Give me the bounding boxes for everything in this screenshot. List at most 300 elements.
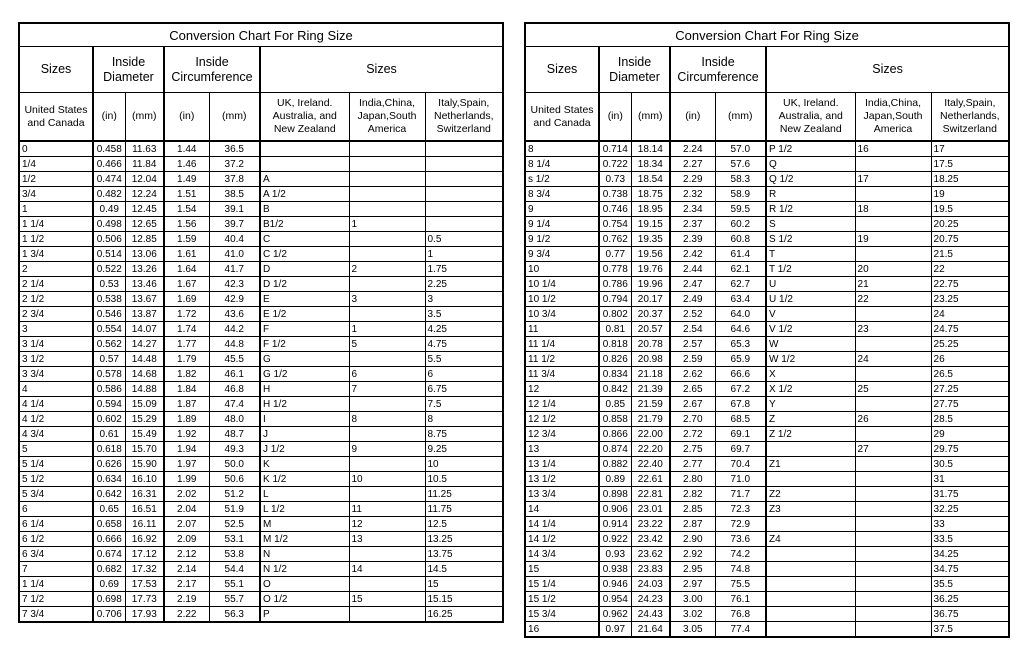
cell-italy-spain-neth-swiss: 22 xyxy=(931,262,1009,277)
cell-circumference-in: 1.67 xyxy=(164,277,209,292)
cell-diameter-mm: 17.32 xyxy=(125,562,164,577)
cell-circumference-mm: 64.6 xyxy=(715,322,766,337)
cell-uk-ireland-aus-nz: O 1/2 xyxy=(260,592,349,607)
cell-italy-spain-neth-swiss: 23.25 xyxy=(931,292,1009,307)
cell-india-china-japan-sa xyxy=(349,487,425,502)
cell-uk-ireland-aus-nz: Y xyxy=(766,397,855,412)
cell-diameter-mm: 16.10 xyxy=(125,472,164,487)
cell-italy-spain-neth-swiss: 3 xyxy=(425,292,503,307)
cell-us-canada: 14 1/2 xyxy=(525,532,599,547)
cell-diameter-mm: 15.29 xyxy=(125,412,164,427)
cell-italy-spain-neth-swiss: 22.75 xyxy=(931,277,1009,292)
cell-us-canada: 5 1/2 xyxy=(19,472,93,487)
header-group-inside-circumference: Inside Circumference xyxy=(670,47,766,93)
cell-italy-spain-neth-swiss: 36.25 xyxy=(931,592,1009,607)
cell-diameter-in: 0.802 xyxy=(599,307,631,322)
cell-diameter-in: 0.81 xyxy=(599,322,631,337)
table-row xyxy=(19,187,503,202)
cell-india-china-japan-sa: 17 xyxy=(855,172,931,187)
cell-india-china-japan-sa: 5 xyxy=(349,337,425,352)
cell-diameter-in: 0.722 xyxy=(599,157,631,172)
cell-circumference-in: 1.82 xyxy=(164,367,209,382)
cell-uk-ireland-aus-nz: E xyxy=(260,292,349,307)
cell-us-canada: 8 1/4 xyxy=(525,157,599,172)
cell-diameter-mm: 17.93 xyxy=(125,607,164,623)
cell-circumference-mm: 54.4 xyxy=(209,562,260,577)
cell-uk-ireland-aus-nz: R xyxy=(766,187,855,202)
cell-india-china-japan-sa: 2 xyxy=(349,262,425,277)
cell-circumference-in: 2.24 xyxy=(670,141,715,157)
table-row xyxy=(19,562,503,577)
cell-us-canada: 11 3/4 xyxy=(525,367,599,382)
cell-circumference-in: 2.49 xyxy=(670,292,715,307)
cell-italy-spain-neth-swiss: 1.75 xyxy=(425,262,503,277)
table-row xyxy=(525,141,1009,157)
cell-diameter-mm: 17.73 xyxy=(125,592,164,607)
cell-diameter-mm: 17.53 xyxy=(125,577,164,592)
cell-diameter-in: 0.786 xyxy=(599,277,631,292)
cell-us-canada: 6 1/2 xyxy=(19,532,93,547)
cell-italy-spain-neth-swiss: 7.5 xyxy=(425,397,503,412)
cell-diameter-in: 0.578 xyxy=(93,367,125,382)
cell-india-china-japan-sa xyxy=(349,427,425,442)
table-row xyxy=(525,307,1009,322)
header-columns-row xyxy=(525,93,1009,142)
cell-circumference-in: 1.87 xyxy=(164,397,209,412)
cell-circumference-mm: 73.6 xyxy=(715,532,766,547)
cell-italy-spain-neth-swiss: 10 xyxy=(425,457,503,472)
cell-us-canada: 13 1/4 xyxy=(525,457,599,472)
cell-italy-spain-neth-swiss: 10.5 xyxy=(425,472,503,487)
cell-italy-spain-neth-swiss: 31 xyxy=(931,472,1009,487)
cell-india-china-japan-sa xyxy=(855,487,931,502)
cell-diameter-mm: 14.88 xyxy=(125,382,164,397)
cell-diameter-in: 0.714 xyxy=(599,141,631,157)
cell-uk-ireland-aus-nz: L 1/2 xyxy=(260,502,349,517)
table-row xyxy=(525,352,1009,367)
cell-uk-ireland-aus-nz xyxy=(766,562,855,577)
cell-circumference-mm: 75.5 xyxy=(715,577,766,592)
cell-diameter-mm: 19.35 xyxy=(631,232,670,247)
cell-diameter-in: 0.946 xyxy=(599,577,631,592)
page-sheet xyxy=(18,22,1010,638)
cell-uk-ireland-aus-nz: Z xyxy=(766,412,855,427)
cell-italy-spain-neth-swiss: 0.5 xyxy=(425,232,503,247)
cell-uk-ireland-aus-nz xyxy=(260,141,349,157)
cell-italy-spain-neth-swiss: 21.5 xyxy=(931,247,1009,262)
cell-india-china-japan-sa xyxy=(855,307,931,322)
cell-uk-ireland-aus-nz: V xyxy=(766,307,855,322)
cell-circumference-in: 2.90 xyxy=(670,532,715,547)
cell-diameter-in: 0.482 xyxy=(93,187,125,202)
cell-italy-spain-neth-swiss xyxy=(425,202,503,217)
cell-uk-ireland-aus-nz xyxy=(766,622,855,638)
cell-circumference-in: 2.44 xyxy=(670,262,715,277)
cell-diameter-mm: 12.65 xyxy=(125,217,164,232)
cell-italy-spain-neth-swiss: 27.25 xyxy=(931,382,1009,397)
cell-circumference-mm: 55.1 xyxy=(209,577,260,592)
cell-uk-ireland-aus-nz: T xyxy=(766,247,855,262)
cell-india-china-japan-sa xyxy=(349,157,425,172)
cell-india-china-japan-sa xyxy=(349,141,425,157)
cell-india-china-japan-sa: 26 xyxy=(855,412,931,427)
cell-circumference-mm: 51.2 xyxy=(209,487,260,502)
cell-diameter-mm: 12.45 xyxy=(125,202,164,217)
table-row xyxy=(19,427,503,442)
cell-circumference-mm: 67.2 xyxy=(715,382,766,397)
cell-italy-spain-neth-swiss: 3.5 xyxy=(425,307,503,322)
cell-uk-ireland-aus-nz: J 1/2 xyxy=(260,442,349,457)
cell-diameter-mm: 20.98 xyxy=(631,352,670,367)
cell-circumference-mm: 77.4 xyxy=(715,622,766,638)
cell-diameter-in: 0.674 xyxy=(93,547,125,562)
table-row xyxy=(19,352,503,367)
cell-circumference-in: 2.12 xyxy=(164,547,209,562)
cell-india-china-japan-sa: 19 xyxy=(855,232,931,247)
cell-diameter-mm: 22.20 xyxy=(631,442,670,457)
cell-circumference-in: 2.72 xyxy=(670,427,715,442)
cell-uk-ireland-aus-nz xyxy=(766,592,855,607)
column-header-us-canada: United States and Canada xyxy=(19,93,93,142)
column-header-circumference-mm: (mm) xyxy=(715,93,766,142)
cell-diameter-mm: 12.04 xyxy=(125,172,164,187)
cell-diameter-mm: 14.68 xyxy=(125,367,164,382)
cell-diameter-mm: 19.56 xyxy=(631,247,670,262)
cell-italy-spain-neth-swiss: 31.75 xyxy=(931,487,1009,502)
cell-india-china-japan-sa xyxy=(349,352,425,367)
table-row xyxy=(19,472,503,487)
cell-circumference-mm: 55.7 xyxy=(209,592,260,607)
cell-circumference-in: 1.79 xyxy=(164,352,209,367)
cell-italy-spain-neth-swiss: 4.25 xyxy=(425,322,503,337)
cell-india-china-japan-sa xyxy=(855,472,931,487)
cell-circumference-mm: 39.7 xyxy=(209,217,260,232)
ring-size-conversion-table-left xyxy=(18,22,504,623)
cell-circumference-in: 1.46 xyxy=(164,157,209,172)
cell-us-canada: 12 1/4 xyxy=(525,397,599,412)
cell-circumference-mm: 70.4 xyxy=(715,457,766,472)
cell-italy-spain-neth-swiss: 15.15 xyxy=(425,592,503,607)
cell-diameter-in: 0.466 xyxy=(93,157,125,172)
cell-diameter-in: 0.706 xyxy=(93,607,125,623)
cell-circumference-in: 1.49 xyxy=(164,172,209,187)
cell-italy-spain-neth-swiss: 4.75 xyxy=(425,337,503,352)
table-row xyxy=(19,337,503,352)
cell-diameter-mm: 21.59 xyxy=(631,397,670,412)
cell-circumference-mm: 52.5 xyxy=(209,517,260,532)
cell-circumference-mm: 71.0 xyxy=(715,472,766,487)
cell-diameter-in: 0.506 xyxy=(93,232,125,247)
cell-circumference-mm: 59.5 xyxy=(715,202,766,217)
cell-diameter-mm: 13.46 xyxy=(125,277,164,292)
table-row xyxy=(19,412,503,427)
cell-diameter-in: 0.818 xyxy=(599,337,631,352)
table-row xyxy=(525,607,1009,622)
cell-diameter-in: 0.898 xyxy=(599,487,631,502)
cell-us-canada: 6 3/4 xyxy=(19,547,93,562)
cell-diameter-mm: 22.61 xyxy=(631,472,670,487)
cell-india-china-japan-sa: 27 xyxy=(855,442,931,457)
table-row xyxy=(525,202,1009,217)
cell-uk-ireland-aus-nz: E 1/2 xyxy=(260,307,349,322)
cell-india-china-japan-sa xyxy=(349,457,425,472)
cell-diameter-mm: 11.84 xyxy=(125,157,164,172)
cell-us-canada: 13 xyxy=(525,442,599,457)
cell-circumference-in: 1.54 xyxy=(164,202,209,217)
table-row xyxy=(525,187,1009,202)
cell-us-canada: 4 1/2 xyxy=(19,412,93,427)
cell-india-china-japan-sa xyxy=(349,277,425,292)
cell-diameter-in: 0.93 xyxy=(599,547,631,562)
cell-circumference-in: 2.27 xyxy=(670,157,715,172)
cell-uk-ireland-aus-nz: N 1/2 xyxy=(260,562,349,577)
header-group-sizes-intl: Sizes xyxy=(260,47,503,93)
cell-italy-spain-neth-swiss: 24.75 xyxy=(931,322,1009,337)
cell-us-canada: 14 3/4 xyxy=(525,547,599,562)
column-header-circumference-in: (in) xyxy=(164,93,209,142)
cell-uk-ireland-aus-nz: X xyxy=(766,367,855,382)
cell-italy-spain-neth-swiss: 2.25 xyxy=(425,277,503,292)
table-title: Conversion Chart For Ring Size xyxy=(525,23,1009,47)
cell-circumference-in: 1.69 xyxy=(164,292,209,307)
cell-circumference-mm: 36.5 xyxy=(209,141,260,157)
cell-circumference-in: 1.72 xyxy=(164,307,209,322)
cell-india-china-japan-sa xyxy=(855,607,931,622)
cell-circumference-in: 1.59 xyxy=(164,232,209,247)
table-row xyxy=(19,442,503,457)
cell-us-canada: 15 3/4 xyxy=(525,607,599,622)
cell-india-china-japan-sa xyxy=(349,397,425,412)
cell-circumference-in: 2.29 xyxy=(670,172,715,187)
cell-circumference-in: 2.32 xyxy=(670,187,715,202)
column-header-diameter-mm: (mm) xyxy=(125,93,164,142)
cell-uk-ireland-aus-nz: A 1/2 xyxy=(260,187,349,202)
table-row xyxy=(525,337,1009,352)
cell-uk-ireland-aus-nz: J xyxy=(260,427,349,442)
cell-diameter-in: 0.77 xyxy=(599,247,631,262)
cell-diameter-mm: 18.75 xyxy=(631,187,670,202)
table-row xyxy=(19,607,503,623)
cell-uk-ireland-aus-nz: Z4 xyxy=(766,532,855,547)
cell-italy-spain-neth-swiss: 6.75 xyxy=(425,382,503,397)
cell-us-canada: 1 xyxy=(19,202,93,217)
cell-circumference-in: 3.02 xyxy=(670,607,715,622)
cell-uk-ireland-aus-nz: Z2 xyxy=(766,487,855,502)
cell-circumference-in: 1.74 xyxy=(164,322,209,337)
cell-diameter-in: 0.778 xyxy=(599,262,631,277)
cell-us-canada: 0 xyxy=(19,141,93,157)
cell-uk-ireland-aus-nz: R 1/2 xyxy=(766,202,855,217)
cell-circumference-mm: 45.5 xyxy=(209,352,260,367)
cell-india-china-japan-sa xyxy=(855,562,931,577)
table-row xyxy=(525,322,1009,337)
cell-india-china-japan-sa xyxy=(349,577,425,592)
cell-italy-spain-neth-swiss: 11.75 xyxy=(425,502,503,517)
cell-uk-ireland-aus-nz: K xyxy=(260,457,349,472)
cell-uk-ireland-aus-nz: P xyxy=(260,607,349,623)
cell-india-china-japan-sa xyxy=(855,577,931,592)
cell-india-china-japan-sa xyxy=(855,187,931,202)
cell-us-canada: 8 3/4 xyxy=(525,187,599,202)
cell-uk-ireland-aus-nz: Q xyxy=(766,157,855,172)
cell-diameter-mm: 21.79 xyxy=(631,412,670,427)
cell-diameter-mm: 17.12 xyxy=(125,547,164,562)
cell-us-canada: 2 xyxy=(19,262,93,277)
cell-diameter-in: 0.53 xyxy=(93,277,125,292)
table-row xyxy=(525,217,1009,232)
cell-uk-ireland-aus-nz: G xyxy=(260,352,349,367)
cell-circumference-mm: 65.9 xyxy=(715,352,766,367)
cell-uk-ireland-aus-nz: D 1/2 xyxy=(260,277,349,292)
cell-india-china-japan-sa xyxy=(349,202,425,217)
cell-diameter-in: 0.914 xyxy=(599,517,631,532)
cell-circumference-mm: 51.9 xyxy=(209,502,260,517)
cell-uk-ireland-aus-nz: K 1/2 xyxy=(260,472,349,487)
cell-india-china-japan-sa: 22 xyxy=(855,292,931,307)
cell-diameter-in: 0.794 xyxy=(599,292,631,307)
cell-diameter-in: 0.938 xyxy=(599,562,631,577)
cell-italy-spain-neth-swiss: 29.75 xyxy=(931,442,1009,457)
cell-diameter-mm: 18.14 xyxy=(631,141,670,157)
cell-circumference-in: 2.92 xyxy=(670,547,715,562)
cell-us-canada: 5 xyxy=(19,442,93,457)
cell-circumference-in: 2.37 xyxy=(670,217,715,232)
cell-italy-spain-neth-swiss: 13.25 xyxy=(425,532,503,547)
cell-italy-spain-neth-swiss: 6 xyxy=(425,367,503,382)
cell-diameter-in: 0.738 xyxy=(599,187,631,202)
cell-india-china-japan-sa: 13 xyxy=(349,532,425,547)
cell-italy-spain-neth-swiss: 33 xyxy=(931,517,1009,532)
table-title-row xyxy=(525,23,1009,47)
table-row xyxy=(525,517,1009,532)
table-row xyxy=(19,232,503,247)
cell-diameter-mm: 24.43 xyxy=(631,607,670,622)
cell-diameter-mm: 16.11 xyxy=(125,517,164,532)
ring-size-conversion-table-right xyxy=(524,22,1010,638)
cell-circumference-in: 2.09 xyxy=(164,532,209,547)
table-row xyxy=(525,457,1009,472)
cell-circumference-mm: 50.6 xyxy=(209,472,260,487)
cell-circumference-in: 2.65 xyxy=(670,382,715,397)
cell-india-china-japan-sa: 12 xyxy=(349,517,425,532)
cell-diameter-in: 0.97 xyxy=(599,622,631,638)
cell-italy-spain-neth-swiss: 34.25 xyxy=(931,547,1009,562)
column-header-diameter-in: (in) xyxy=(93,93,125,142)
table-body xyxy=(525,141,1009,637)
cell-diameter-mm: 11.63 xyxy=(125,141,164,157)
cell-circumference-mm: 56.3 xyxy=(209,607,260,623)
cell-diameter-mm: 20.37 xyxy=(631,307,670,322)
table-row xyxy=(19,322,503,337)
cell-india-china-japan-sa: 24 xyxy=(855,352,931,367)
cell-diameter-mm: 15.70 xyxy=(125,442,164,457)
cell-diameter-in: 0.634 xyxy=(93,472,125,487)
cell-india-china-japan-sa: 1 xyxy=(349,217,425,232)
column-header-diameter-in: (in) xyxy=(599,93,631,142)
cell-circumference-mm: 41.0 xyxy=(209,247,260,262)
cell-circumference-in: 2.02 xyxy=(164,487,209,502)
cell-us-canada: 1 3/4 xyxy=(19,247,93,262)
cell-italy-spain-neth-swiss: 11.25 xyxy=(425,487,503,502)
cell-us-canada: 14 xyxy=(525,502,599,517)
cell-circumference-in: 2.07 xyxy=(164,517,209,532)
cell-us-canada: 7 3/4 xyxy=(19,607,93,623)
cell-circumference-in: 2.14 xyxy=(164,562,209,577)
cell-circumference-mm: 58.9 xyxy=(715,187,766,202)
cell-diameter-mm: 15.49 xyxy=(125,427,164,442)
column-header-india-china-japan-sa: India,China, Japan,South America xyxy=(349,93,425,142)
table-row xyxy=(19,262,503,277)
cell-diameter-in: 0.514 xyxy=(93,247,125,262)
cell-diameter-mm: 15.09 xyxy=(125,397,164,412)
table-row xyxy=(19,247,503,262)
cell-us-canada: 11 1/2 xyxy=(525,352,599,367)
table-row xyxy=(525,157,1009,172)
cell-circumference-in: 2.97 xyxy=(670,577,715,592)
cell-circumference-mm: 44.2 xyxy=(209,322,260,337)
cell-india-china-japan-sa xyxy=(855,547,931,562)
cell-diameter-mm: 22.00 xyxy=(631,427,670,442)
cell-us-canada: 9 1/4 xyxy=(525,217,599,232)
cell-italy-spain-neth-swiss: 24 xyxy=(931,307,1009,322)
cell-us-canada: 10 1/4 xyxy=(525,277,599,292)
cell-us-canada: 10 xyxy=(525,262,599,277)
cell-circumference-mm: 43.6 xyxy=(209,307,260,322)
cell-diameter-mm: 24.03 xyxy=(631,577,670,592)
table-row xyxy=(19,277,503,292)
cell-circumference-mm: 53.8 xyxy=(209,547,260,562)
cell-india-china-japan-sa: 16 xyxy=(855,141,931,157)
cell-uk-ireland-aus-nz: P 1/2 xyxy=(766,141,855,157)
cell-circumference-in: 1.89 xyxy=(164,412,209,427)
cell-us-canada: 3 xyxy=(19,322,93,337)
table-row xyxy=(525,547,1009,562)
cell-circumference-in: 2.42 xyxy=(670,247,715,262)
cell-india-china-japan-sa xyxy=(349,307,425,322)
cell-uk-ireland-aus-nz: U xyxy=(766,277,855,292)
table-row xyxy=(19,517,503,532)
table-row xyxy=(525,502,1009,517)
cell-italy-spain-neth-swiss: 17.5 xyxy=(931,157,1009,172)
cell-diameter-in: 0.842 xyxy=(599,382,631,397)
cell-india-china-japan-sa xyxy=(349,247,425,262)
cell-circumference-in: 1.64 xyxy=(164,262,209,277)
cell-diameter-in: 0.602 xyxy=(93,412,125,427)
cell-diameter-mm: 18.54 xyxy=(631,172,670,187)
cell-uk-ireland-aus-nz: C 1/2 xyxy=(260,247,349,262)
cell-italy-spain-neth-swiss xyxy=(425,172,503,187)
cell-diameter-in: 0.522 xyxy=(93,262,125,277)
header-group-sizes-us: Sizes xyxy=(525,47,599,93)
cell-diameter-mm: 13.87 xyxy=(125,307,164,322)
cell-us-canada: 4 1/4 xyxy=(19,397,93,412)
cell-us-canada: 3/4 xyxy=(19,187,93,202)
cell-italy-spain-neth-swiss: 16.25 xyxy=(425,607,503,623)
cell-italy-spain-neth-swiss xyxy=(425,141,503,157)
cell-diameter-in: 0.834 xyxy=(599,367,631,382)
cell-india-china-japan-sa: 20 xyxy=(855,262,931,277)
header-group-sizes-intl: Sizes xyxy=(766,47,1009,93)
table-row xyxy=(19,502,503,517)
cell-diameter-in: 0.906 xyxy=(599,502,631,517)
cell-uk-ireland-aus-nz: Z3 xyxy=(766,502,855,517)
cell-diameter-mm: 21.18 xyxy=(631,367,670,382)
cell-uk-ireland-aus-nz: H xyxy=(260,382,349,397)
cell-circumference-mm: 72.3 xyxy=(715,502,766,517)
table-row xyxy=(19,157,503,172)
cell-india-china-japan-sa xyxy=(855,517,931,532)
cell-india-china-japan-sa: 6 xyxy=(349,367,425,382)
